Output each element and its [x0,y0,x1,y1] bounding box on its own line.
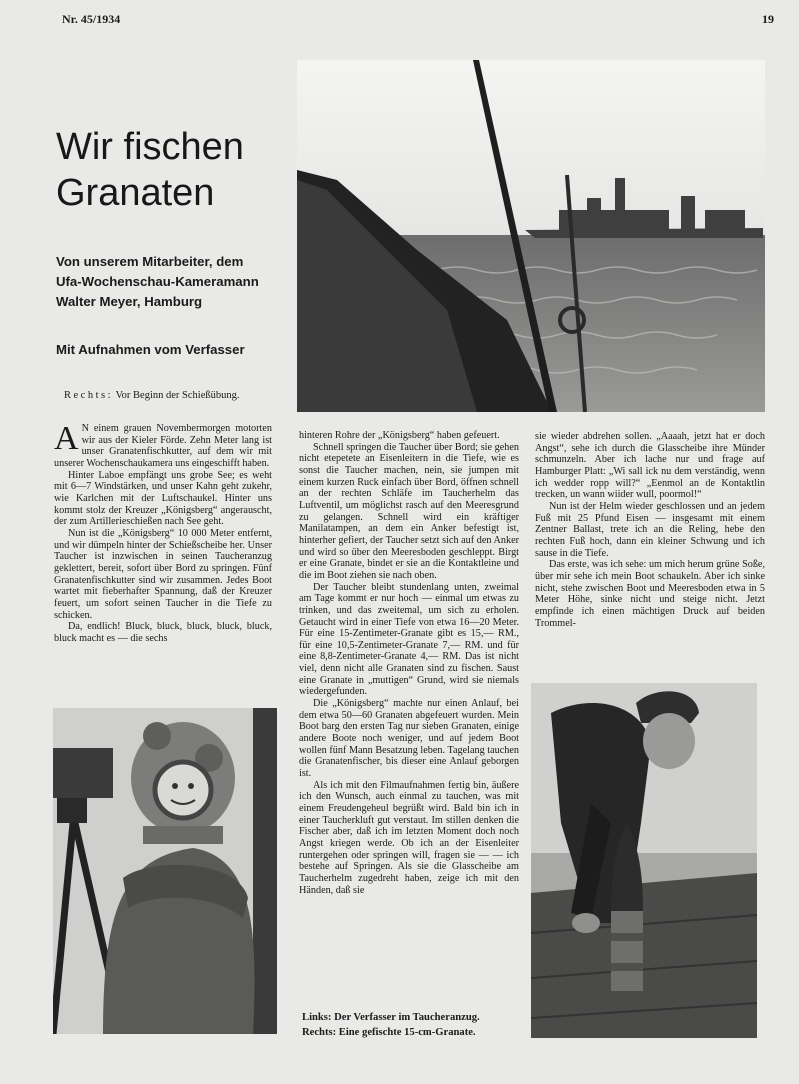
drop-cap: A [54,420,79,457]
paragraph: sie wieder abdrehen sollen. „Aaaah, jetzt hat er doch Angst“, sehe ich durch die Glasscheibe ihre Münder schmunzeln. Aber ich lache nur und frage auf Hamburger Platt: „Wi sall ick nu dem verständig, wenn ich wedder ropp will?“ „Eenmol an de Kontaktlin trecken, un wann wiider wull, poormol!“ [535,431,765,501]
photo-credit: Mit Aufnahmen vom Verfasser [56,342,245,357]
caption-label: Links: [302,1012,332,1023]
paragraph: Als ich mit den Filmaufnahmen fertig bin, äußere ich den Wunsch, auch einmal zu tauchen, was mit einem Freudengeheul begrüßt wird. Bald bin ich in einer Taucherkluft gut verstaut. Im stillen denken die Fischer aber, daß ich im letzten Moment doch noch Angst kriegen werde. Ob ich an der Eisenleiter runtergehen oder springen will, fragen sie — — ich bestehe auf Springen. Als sie die Glasscheibe am Taucherhelm zugedreht haben, zeige ich mit den Händen, daß sie [299,779,519,896]
title-line: Granaten [56,172,215,214]
byline-line: Von unserem Mitarbeiter, dem [56,254,244,269]
paragraph: Nun ist der Helm wieder geschlossen und an jedem Fuß mit 25 Pfund Eisen — insgesamt mit einem Zentner Ballast, trete ich an die Reling, hebe den rechten Fuß hoch, dann ein kleiner Schwung und ich sause in die Tiefe. [535,500,765,559]
paragraph: Das erste, was ich sehe: um mich herum grüne Soße, über mir sehe ich mein Boot schaukeln. Aber ich sinke nicht, stehe zwischen Boot und Meeresboden etwa in 5 Meter Höhe, sinke nicht und steige nicht. Jetzt empfinde ich einen mächtigen Druck auf beiden Trommel- [535,559,765,629]
caption-right [302,1025,532,1040]
byline-line: Ufa-Wochenschau-Kameramann [56,274,259,289]
caption-text: Eine gefischte 15-cm-Granate. [338,1027,476,1038]
page-number: 19 [762,12,774,26]
paragraph: hinteren Rohre der „Königsberg“ haben gefeuert. [299,430,500,441]
photo-author-in-diving-suit [53,708,277,1034]
photo-warship-at-sea [297,60,765,412]
caption-left [302,1010,532,1025]
paragraph: Da, endlich! Bluck, bluck, bluck, bluck, bluck, bluck macht es — die sechs [54,621,272,644]
paragraph: Hinter Laboe empfängt uns grobe See; es weht mit 6—7 Windstärken, und unser Kahn geht zukehr, wie Karlchen mit der Luftschaukel. Hinter uns kommt stolz der Kreuzer „Königsberg“ angerauscht, der zum Artillerieschießen nach See geht. [54,469,272,528]
paragraph: Nun ist die „Königsberg“ 10 000 Meter entfernt, und wir dümpeln hinter der Schießscheibe her. Unser Taucher ist inzwischen in seinen Taucheranzug geklettert, bereit, sofort über Bord zu springen. Fünf Granatenfischkutter sind wir zusammen. Jedes Boot wartet mit fieberhafter Spannung, daß der Kreuzer feuert, um sofort seinen Taucher in die Tiefe zu schicken. [54,527,272,621]
article-title [56,124,296,216]
article-column-3 [535,431,765,629]
bottom-photo-captions [302,1010,532,1040]
article-column-2 [299,430,519,896]
title-line: Wir fischen [56,126,244,168]
caption-text: Der Verfasser im Taucheranzug. [334,1012,480,1023]
paragraph-text: N einem grauen Novembermorgen motorten wir aus der Kieler Förde. Zehn Meter lang ist unser Granatenfischkutter, auf dem wir mit unserer Wochenschaukamera uns eingeschifft haben. [54,423,272,469]
paragraph: Der Taucher bleibt stundenlang unten, zweimal am Tage kommt er nur hoch — einmal um etwas zu trinken, und das zweitemal, um sich zu erholen. Getaucht wird in einer Tiefe von etwa 16—20 Meter. Für eine 15-Zentimeter-Granate gibt es 15,— RM., für eine 10,5-Zentimeter-Granate 7,— RM. und für eine 8,8-Zentimeter-Granate 4,— RM. Das ist nicht viel, denn nicht alle Granaten sind zu fischen. Saust eine Granate in „muttigen“ Grund, wird sie niemals wiedergefunden. [299,581,519,698]
article-column-1 [54,420,272,644]
issue-number: Nr. 45/1934 [62,12,121,26]
caption-label: Rechts: [302,1027,337,1038]
caption-label: Rechts: [64,390,113,401]
paragraph [54,420,272,470]
caption-text: Vor Beginn der Schießübung. [115,390,240,401]
top-photo-caption [64,390,284,401]
byline [56,252,296,312]
paragraph: Schnell springen die Taucher über Bord; sie gehen nicht etepetete an Eisenleitern in die Tiefe, wie es sonst die Taucher machen, nein, sie jumpen mit einem kurzen Ruck einfach über Bord, öffnen schnell an der rechten Schläfe im Taucherhelm das Luftventil, um möglichst rasch auf den Meeresgrund zu gelangen. Schnell wird ein kräftiger Manilatampen, an dem ein Anker befestigt ist, hinterher gefiert, der Taucher setzt sich auf den Anker und wird so über den Meeresboden geschleppt. Birgt er eine Granate, bindet er sie an die Kontaktleine und die im Boot ziehen sie nach oben. [299,441,519,581]
byline-line: Walter Meyer, Hamburg [56,294,203,309]
paragraph: Die „Königsberg“ machte nur einen Anlauf, bei dem etwa 50—60 Granaten abgefeuert wurden. Mein Boot barg den ersten Tag nur sieben Granaten, einige andere Boote noch weniger, und auf jedem Boot wollen fünf Mann Besatzung leben. Tagelang tauchen die Granatenfischer, bis dieser eine Anlauf geborgen ist. [299,698,519,780]
photo-fished-grenade [531,683,757,1038]
